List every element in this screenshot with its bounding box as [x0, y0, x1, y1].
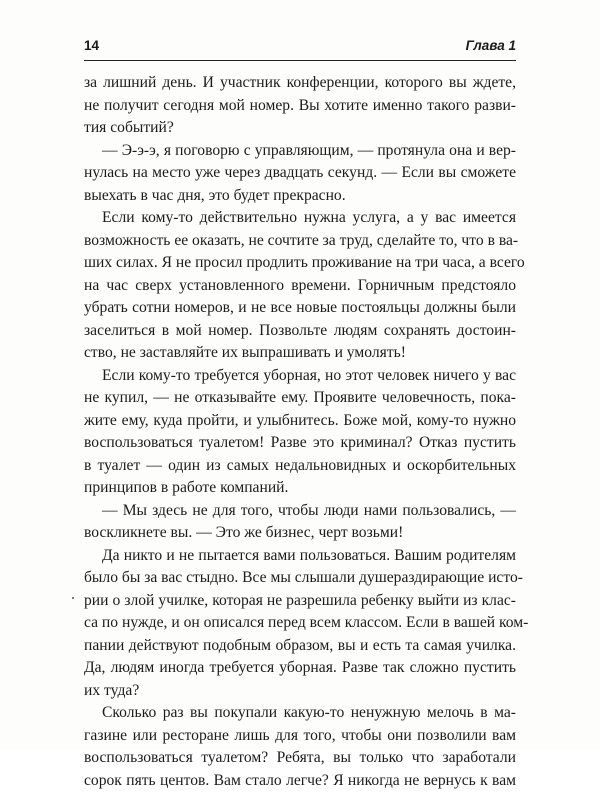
text-line: воскликнете вы. — Это же бизнес, черт возьми! — [84, 522, 516, 545]
body-text — [84, 72, 516, 792]
text-line: жите ему, куда пройти, и улыбнитесь. Боже мой, кому-то нужно — [84, 410, 516, 433]
text-line: ство, не заставляйте их выпрашивать и умолять! — [84, 342, 516, 365]
text-line: в туалет — один из самых недальновидных и оскорбительных — [84, 455, 516, 478]
text-line: газине или ресторане лишь для того, чтобы они позволили вам — [84, 725, 516, 748]
text-line: их туда? — [84, 680, 516, 703]
text-line: заселиться в мой номер. Позвольте людям сохранять достоин- — [84, 320, 516, 343]
text-line: пании действуют подобным образом, вы и есть та самая училка. — [84, 635, 516, 658]
header-rule — [84, 60, 516, 61]
text-line: Да никто и не пытается вами пользоваться. Вашим родителям — [84, 545, 516, 568]
text-line: было бы за вас стыдно. Все мы слышали душераздирающие исто- — [84, 567, 516, 590]
text-line: — Э-э-э, я поговорю с управляющим, — протянула она и вер- — [84, 140, 516, 163]
text-line: ших силах. Я не просил продлить проживание на три часа, а всего — [84, 252, 516, 275]
text-line: на час сверх установленного времени. Горничным предстояло — [84, 275, 516, 298]
text-line: Если кому-то требуется уборная, но этот человек ничего у вас — [84, 365, 516, 388]
text-line: не получит сегодня мой номер. Вы хотите именно такого разви- — [84, 95, 516, 118]
text-line: принципов в работе компаний. — [84, 477, 516, 500]
scan-speck — [72, 597, 74, 599]
running-header — [84, 38, 516, 58]
text-line: са по нужде, и он описался перед всем классом. Если в вашей ком- — [84, 612, 516, 635]
text-line: воспользоваться туалетом! Разве это криминал? Отказ пустить — [84, 432, 516, 455]
chapter-title: Глава 1 — [466, 38, 516, 53]
text-line: за лишний день. И участник конференции, которого вы ждете, — [84, 72, 516, 95]
text-line: сорок пять центов. Вам стало легче? Я никогда не вернусь к вам — [84, 770, 516, 792]
text-line: не купил, — не отказывайте ему. Проявите человечность, пока- — [84, 387, 516, 410]
page-number: 14 — [84, 38, 99, 53]
text-line: воспользоваться туалетом? Ребята, вы только что заработали — [84, 747, 516, 770]
text-line: Если кому-то действительно нужна услуга, а у вас имеется — [84, 207, 516, 230]
text-line: тия событий? — [84, 117, 516, 140]
text-line: — Мы здесь не для того, чтобы люди нами пользовались, — — [84, 500, 516, 523]
text-line: Сколько раз вы покупали какую-то ненужную мелочь в ма- — [84, 702, 516, 725]
text-line: Да, людям иногда требуется уборная. Разве так сложно пустить — [84, 657, 516, 680]
text-line: выехать в час дня, это будет прекрасно. — [84, 185, 516, 208]
text-line: рии о злой училке, которая не разрешила ребенку выйти из клас- — [84, 590, 516, 613]
text-line: убрать сотни номеров, и не все новые постояльцы должны были — [84, 297, 516, 320]
text-line: нулась на место уже через двадцать секунд. — Если вы сможете — [84, 162, 516, 185]
text-line: возможность ее оказать, не сочтите за труд, сделайте то, что в ва- — [84, 230, 516, 253]
